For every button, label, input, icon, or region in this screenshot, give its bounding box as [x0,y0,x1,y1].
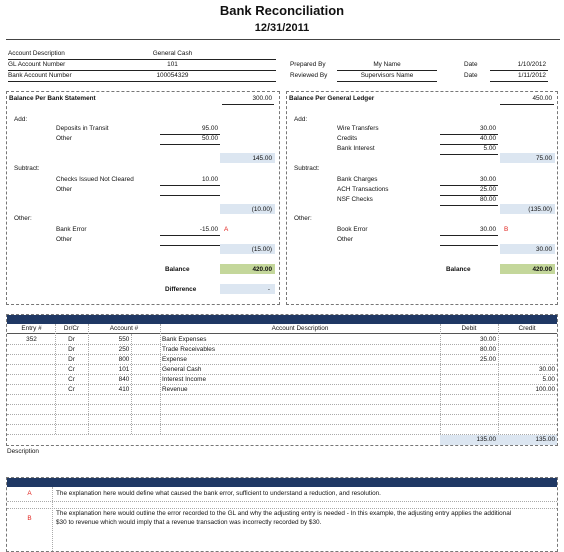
ledger-subtract-label: Subtract: [294,165,320,172]
ledger-other-total: 30.00 [536,246,552,253]
ledger-balance-label: Balance [446,266,471,273]
col-header-debit: Debit [461,325,477,332]
gl-account-label: GL Account Number [8,61,66,68]
row-account: 410 [118,386,130,393]
ledger-add-item-value: 30.00 [480,125,496,132]
notes-header-bar [7,478,557,487]
prepared-date-label: Date [464,61,478,68]
bank-add-item-label: Other [56,135,72,142]
bank-add-item-value: 95.00 [202,125,218,132]
ledger-subtract-item-label: Bank Charges [337,176,378,183]
bank-final-balance: 420.00 [252,266,272,273]
note-text-line-1: The explanation here would outline the error recorded to the GL and why the adjusting entry is needed - In this example, the adjusting entry applies the additional [56,510,512,517]
row-account: 550 [118,336,130,343]
row-debit: 25.00 [480,356,496,363]
row-debit: 80.00 [480,346,496,353]
row-account: 800 [118,356,130,363]
bank-add-item-label: Deposits in Transit [56,125,109,132]
bank-other-item-label: Other [56,236,72,243]
row-description: General Cash [162,366,202,373]
debit-total: 135.00 [476,436,496,443]
bank-error-marker: A [224,226,229,233]
ledger-subtract-item-label: NSF Checks [337,196,373,203]
credit-total: 135.00 [535,436,555,443]
reviewed-date-value: 1/11/2012 [518,72,546,79]
bank-subtract-item-value: 10.00 [202,176,218,183]
row-credit: 30.00 [539,366,555,373]
row-drcr: Dr [68,346,75,353]
row-description: Revenue [162,386,188,393]
ledger-add-item-value: 5.00 [483,145,496,152]
col-header-description: Account Description [271,325,329,332]
ledger-final-balance: 420.00 [532,266,552,273]
row-drcr: Cr [68,376,75,383]
book-error-marker: B [504,226,509,233]
report-date: 12/31/2011 [254,22,310,34]
gl-account-value: 101 [167,61,178,68]
account-description-value: General Cash [152,50,193,57]
reviewed-by-value: Supervisors Name [360,72,414,79]
row-account: 840 [118,376,130,383]
col-header-account: Account # [109,325,139,332]
note-marker: B [27,515,32,522]
bank-account-label: Bank Account Number [8,72,72,79]
col-header-credit: Credit [518,325,536,332]
col-header-drcr: Dr/Cr [63,325,80,332]
row-description: Trade Receivables [162,346,216,353]
ledger-add-item-value: 40.00 [480,135,496,142]
ledger-balance: 450.00 [532,95,552,102]
bank-add-item-value: 50.00 [202,135,218,142]
ledger-other-item-label: Other [337,236,353,243]
prepared-date-value: 1/10/2012 [517,61,546,68]
ledger-add-label: Add: [294,116,308,123]
bank-subtract-label: Subtract: [14,165,40,172]
ledger-subtract-total: (135.00) [528,206,552,213]
bank-subtract-item-label: Other [56,186,72,193]
row-drcr: Dr [68,336,75,343]
note-marker: A [27,490,32,497]
row-description: Interest Income [162,376,207,383]
row-drcr: Dr [68,356,75,363]
ledger-subtract-item-value: 80.00 [480,196,496,203]
bank-balance: 300.00 [252,95,272,102]
bank-add-label: Add: [14,116,28,123]
account-description-label: Account Description [8,50,65,57]
ledger-other-item-label: Book Error [337,226,368,233]
ledger-subtract-item-label: ACH Transactions [337,186,389,193]
bank-balance-label: Balance [165,266,190,273]
bank-add-total: 145.00 [252,155,272,162]
row-drcr: Cr [68,386,75,393]
ledger-subtract-item-value: 25.00 [480,186,496,193]
reviewed-by-label: Reviewed By [290,72,328,79]
bank-other-item-label: Bank Error [56,226,87,233]
ledger-add-item-label: Wire Transfers [337,125,379,132]
bank-subtract-total: (10.00) [251,206,272,213]
reviewed-date-label: Date [464,72,478,79]
row-credit: 5.00 [542,376,555,383]
ledger-subtract-item-value: 30.00 [480,176,496,183]
row-entry: 352 [26,336,37,343]
row-account: 101 [118,366,130,373]
ledger-other-item-value: 30.00 [480,226,496,233]
page-title: Bank Reconciliation [219,3,345,18]
difference-label: Difference [165,286,197,293]
ledger-add-total: 75.00 [536,155,552,162]
bank-other-label: Other: [14,215,32,222]
title-divider [6,39,560,40]
journal-header-bar [7,315,557,324]
note-text: The explanation here would define what caused the bank error, sufficient to understand a reduction, and resolution. [56,490,381,497]
ledger-other-label: Other: [294,215,312,222]
bank-account-value: 100054329 [156,72,189,79]
ledger-title: Balance Per General Ledger [289,95,375,102]
difference-value: - [267,286,270,293]
row-debit: 30.00 [480,336,496,343]
row-description: Bank Expenses [162,336,207,343]
ledger-add-item-label: Bank Interest [337,145,375,152]
prepared-by-label: Prepared By [290,61,326,68]
note-text-line-2: $30 to revenue which would imply that a revenue transaction was incorrectly recorded by $30. [56,519,322,526]
col-header-entry: Entry # [21,325,42,332]
bank-title: Balance Per Bank Statement [9,95,96,102]
row-credit: 100.00 [535,386,555,393]
description-label: Description [7,448,39,455]
bank-other-total: (15.00) [251,246,272,253]
row-drcr: Cr [68,366,75,373]
prepared-by-value: My Name [373,61,401,68]
row-description: Expense [162,356,187,363]
ledger-add-item-label: Credits [337,135,358,142]
bank-subtract-item-label: Checks Issued Not Cleared [56,176,134,183]
row-account: 250 [118,346,130,353]
bank-other-item-value: -15.00 [199,226,218,233]
